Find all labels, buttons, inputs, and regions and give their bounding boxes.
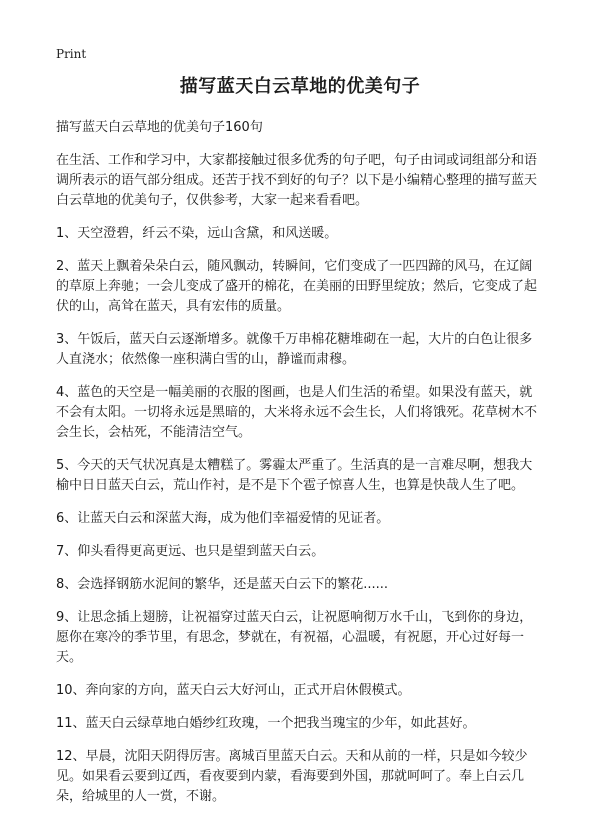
sentence-item: 9、让思念插上翅膀，让祝福穿过蓝天白云，让祝愿响彻万水千山，飞到你的身边，愿你在寒冷的季节里，有思念，梦就在，有祝福，心温暖，有祝愿，开心过好每一天。 [56, 610, 533, 665]
sentence-item: 5、今天的天气状况真是太糟糕了。雾霾太严重了。生活真的是一言难尽啊，想我大榆中日日蓝天白云，荒山作衬，是不是下个雹子惊喜人生，也算是快哉人生了吧。 [56, 458, 533, 493]
print-link[interactable]: Print [56, 47, 87, 61]
sentence-list [56, 224, 544, 807]
sentence-item: 12、早晨，沈阳天阴得厉害。离城百里蓝天白云。天和从前的一样，只是如今较少见。如果看云要到辽西，看夜要到内蒙，看海要到外国，那就呵呵了。奉上白云几朵，给城里的人一赏，不谢。 [56, 749, 528, 804]
sentence-item: 7、仰头看得更高更远、也只是望到蓝天白云。 [56, 544, 325, 559]
sentence-item: 4、蓝色的天空是一幅美丽的衣服的图画，也是人们生活的希望。如果没有蓝天，就不会有太阳。一切将永远是黑暗的，大米将永远不会生长，人们将饿死。花草树木不会生长，会枯死，不能清洁空气。 [56, 385, 538, 440]
sentence-item: 1、天空澄碧，纤云不染，远山含黛，和风送暖。 [56, 226, 338, 241]
intro-paragraph: 在生活、工作和学习中，大家都接触过很多优秀的句子吧，句子由词或词组部分和语调所表示的语气部分组成。还苦于找不到好的句子？以下是小编精心整理的描写蓝天白云草地的优美句子，仅供参考，大家一起来看看吧。 [56, 153, 538, 208]
sentence-item: 10、奔向家的方向，蓝天白云大好河山，正式开启休假模式。 [56, 683, 411, 698]
sentence-item: 3、午饭后，蓝天白云逐渐增多。就像千万串棉花糖堆砌在一起，大片的白色让很多人直浇水；依然像一座积满白雪的山，静谧而肃穆。 [56, 332, 533, 367]
sentence-item: 2、蓝天上飘着朵朵白云，随风飘动，转瞬间，它们变成了一匹四蹄的风马，在辽阔的草原上奔驰；一会儿变成了盛开的棉花，在美丽的田野里绽放；然后，它变成了起伏的山，高耸在蓝天，具有宏伟的质量。 [56, 259, 538, 314]
sentence-item: 11、蓝天白云绿草地白婚纱红玫瑰，一个把我当瑰宝的少年，如此甚好。 [56, 716, 476, 731]
article-subtitle: 描写蓝天白云草地的优美句子160句 [56, 120, 263, 135]
sentence-item: 8、会选择钢筋水泥间的繁华，还是蓝天白云下的繁花...... [56, 577, 389, 592]
sentence-item: 6、让蓝天白云和深蓝大海，成为他们幸福爱情的见证者。 [56, 511, 390, 526]
page-title: 描写蓝天白云草地的优美句子 [179, 76, 421, 97]
